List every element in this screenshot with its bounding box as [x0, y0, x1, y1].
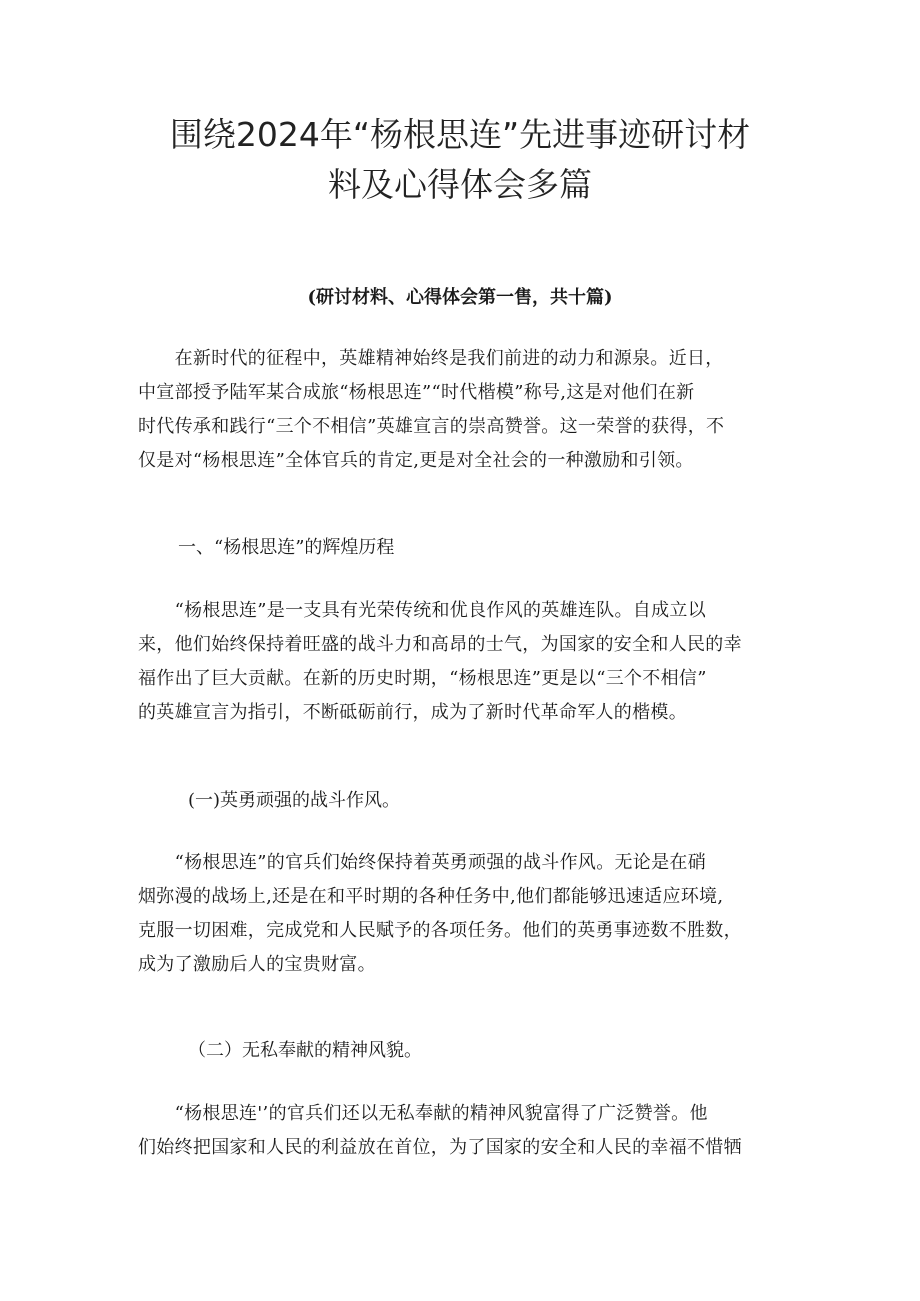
paragraph-line: 仅是对“杨根思连”全体官兵的肯定,更是对全社会的一种激励和引领。 [138, 450, 694, 471]
document-subtitle: (研讨材料、心得体会第一售，共十篇) [307, 287, 613, 308]
paragraph-line: 时代传承和践行“三个不相信”英雄宣言的崇高赞誉。这一荣誉的获得，不 [138, 416, 725, 437]
paragraph-line: “杨根思连”的官兵们始终保持着英勇顽强的战斗作风。无论是在硝 [138, 852, 707, 873]
paragraph-dedication [138, 1097, 798, 1165]
paragraph-line: 在新时代的征程中，英雄精神始终是我们前进的动力和源泉。近日， [138, 348, 724, 369]
paragraph-line: 克服一切困难，完成党和人民赋予的各项任务。他们的英勇事迹数不胜数， [138, 920, 742, 941]
paragraph-line: 们始终把国家和人民的利益放在首位，为了国家的安全和人民的幸福不惜牺 [138, 1137, 742, 1158]
paragraph-line: 的英雄宣言为指引，不断砥砺前行，成为了新时代革命军人的楷模。 [138, 702, 687, 723]
paragraph-history [138, 594, 798, 730]
paragraph-line: 来，他们始终保持着旺盛的战斗力和高昂的士气，为国家的安全和人民的幸 [138, 634, 742, 655]
section-heading-1: 一、“杨根思连”的辉煌历程 [178, 537, 395, 558]
paragraph-line: “杨根思连”是一支具有光荣传统和优良作风的英雄连队。自成立以 [138, 600, 707, 621]
paragraph-line: “杨根思连'’的官兵们还以无私奉献的精神风貌富得了广泛赞誉。他 [138, 1103, 708, 1124]
paragraph-line: 中宣部授予陆军某合成旅“杨根思连”“时代楷模”称号,这是对他们在新 [138, 382, 695, 403]
document-title-line-1: 围绕2024年“杨根思连”先进事迹研讨材 [169, 115, 751, 154]
paragraph-line: 成为了激励后人的宝贵财富。 [138, 954, 376, 975]
paragraph-combat-style [138, 846, 798, 982]
paragraph-intro [138, 342, 798, 478]
subsection-heading-2: （二）无私奉献的精神风貌。 [188, 1040, 422, 1061]
document-title-line-2: 料及心得体会多篇 [328, 165, 592, 204]
subsection-heading-1: (一)英勇顽强的战斗作风。 [188, 790, 401, 811]
paragraph-line: 烟弥漫的战场上,还是在和平时期的各种任务中,他们都能够迅速适应环境, [138, 886, 724, 907]
paragraph-line: 福作出了巨大贡献。在新的历史时期，“杨根思连”更是以“三个不相信” [138, 668, 707, 689]
